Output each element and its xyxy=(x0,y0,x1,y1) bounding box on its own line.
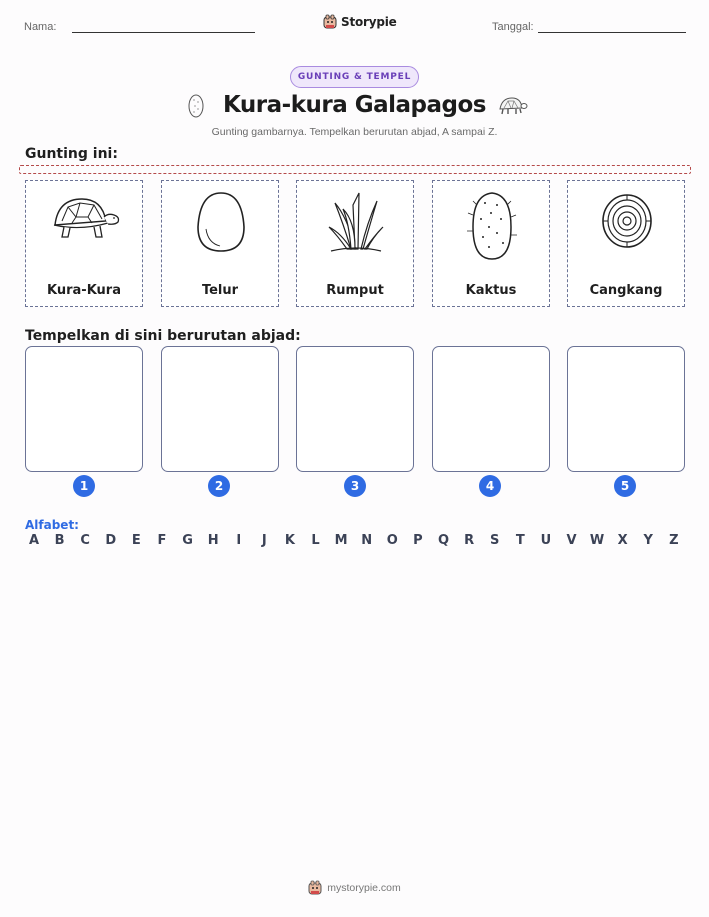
alphabet-letter: K xyxy=(284,533,295,548)
cut-card-cangkang[interactable] xyxy=(567,180,685,307)
paste-slot-2[interactable] xyxy=(161,346,279,472)
alphabet-letter: I xyxy=(236,533,242,548)
paste-slot-5[interactable] xyxy=(567,346,685,472)
alphabet-letter: J xyxy=(261,533,267,548)
grass-icon xyxy=(321,187,391,257)
storypie-logo xyxy=(323,14,397,30)
paste-section-label: Tempelkan di sini berurutan abjad: xyxy=(25,328,301,344)
name-line[interactable] xyxy=(72,32,255,33)
alphabet-letter: M xyxy=(334,533,348,548)
alphabet-label: Alfabet: xyxy=(25,518,79,532)
paste-slot-4[interactable] xyxy=(432,346,550,472)
slot-number-3: 3 xyxy=(344,475,366,497)
alphabet-letter: U xyxy=(540,533,552,548)
alphabet-letter: D xyxy=(105,533,117,548)
alphabet-letter: V xyxy=(566,533,577,548)
cut-line xyxy=(19,165,691,174)
cut-card-rumput[interactable] xyxy=(296,180,414,307)
alphabet-letter: L xyxy=(311,533,320,548)
alphabet-letter: P xyxy=(413,533,423,548)
activity-badge: GUNTING & TEMPEL xyxy=(290,66,419,88)
alphabet-letter: C xyxy=(80,533,90,548)
alphabet-letter: R xyxy=(464,533,475,548)
alphabet-letter: W xyxy=(589,533,605,548)
slot-number-5: 5 xyxy=(614,475,636,497)
egg-icon xyxy=(186,187,256,257)
alphabet-letter: F xyxy=(157,533,167,548)
cut-card-telur[interactable] xyxy=(161,180,279,307)
card-label-rumput: Rumput xyxy=(326,283,384,298)
cut-section-label: Gunting ini: xyxy=(25,146,118,162)
alphabet-letter: N xyxy=(361,533,373,548)
cut-card-kaktus[interactable] xyxy=(432,180,550,307)
tortoise-decor-icon xyxy=(496,95,528,117)
alphabet-letter: Y xyxy=(643,533,653,548)
page-title: Kura-kura Galapagos xyxy=(223,92,486,118)
paste-slot-1[interactable] xyxy=(25,346,143,472)
date-line[interactable] xyxy=(538,32,686,33)
alphabet-letter: E xyxy=(131,533,141,548)
shell-icon xyxy=(592,187,662,257)
cut-card-kura-kura[interactable] xyxy=(25,180,143,307)
date-label: Tanggal: xyxy=(492,21,534,33)
storypie-mascot-icon xyxy=(323,14,337,30)
page-subtitle: Gunting gambarnya. Tempelkan berurutan abjad, A sampai Z. xyxy=(211,126,498,138)
alphabet-letter: G xyxy=(182,533,193,548)
paste-slot-3[interactable] xyxy=(296,346,414,472)
card-label-cangkang: Cangkang xyxy=(589,283,663,298)
card-label-kaktus: Kaktus xyxy=(465,283,517,298)
alphabet-letter: Z xyxy=(669,533,679,548)
tortoise-icon xyxy=(50,187,120,249)
alphabet-letter: H xyxy=(207,533,219,548)
card-label-telur: Telur xyxy=(201,283,239,298)
alphabet-letter: T xyxy=(515,533,525,548)
alphabet-letter: S xyxy=(490,533,500,548)
slot-number-4: 4 xyxy=(479,475,501,497)
footer-website[interactable]: mystorypie.com xyxy=(327,882,401,894)
cactus-icon xyxy=(457,187,527,263)
alphabet-letter: B xyxy=(54,533,65,548)
card-label-kura-kura: Kura-Kura xyxy=(47,283,121,298)
alphabet-letter: A xyxy=(28,533,40,548)
alphabet-letter: Q xyxy=(437,533,450,548)
alphabet-row xyxy=(24,533,684,548)
footer xyxy=(0,880,709,896)
alphabet-letter: X xyxy=(617,533,628,548)
storypie-mascot-icon xyxy=(308,880,322,896)
slot-number-1: 1 xyxy=(73,475,95,497)
slot-number-2: 2 xyxy=(208,475,230,497)
logo-text: Storypie xyxy=(341,15,397,29)
alphabet-letter: O xyxy=(386,533,398,548)
name-label: Nama: xyxy=(24,21,57,33)
